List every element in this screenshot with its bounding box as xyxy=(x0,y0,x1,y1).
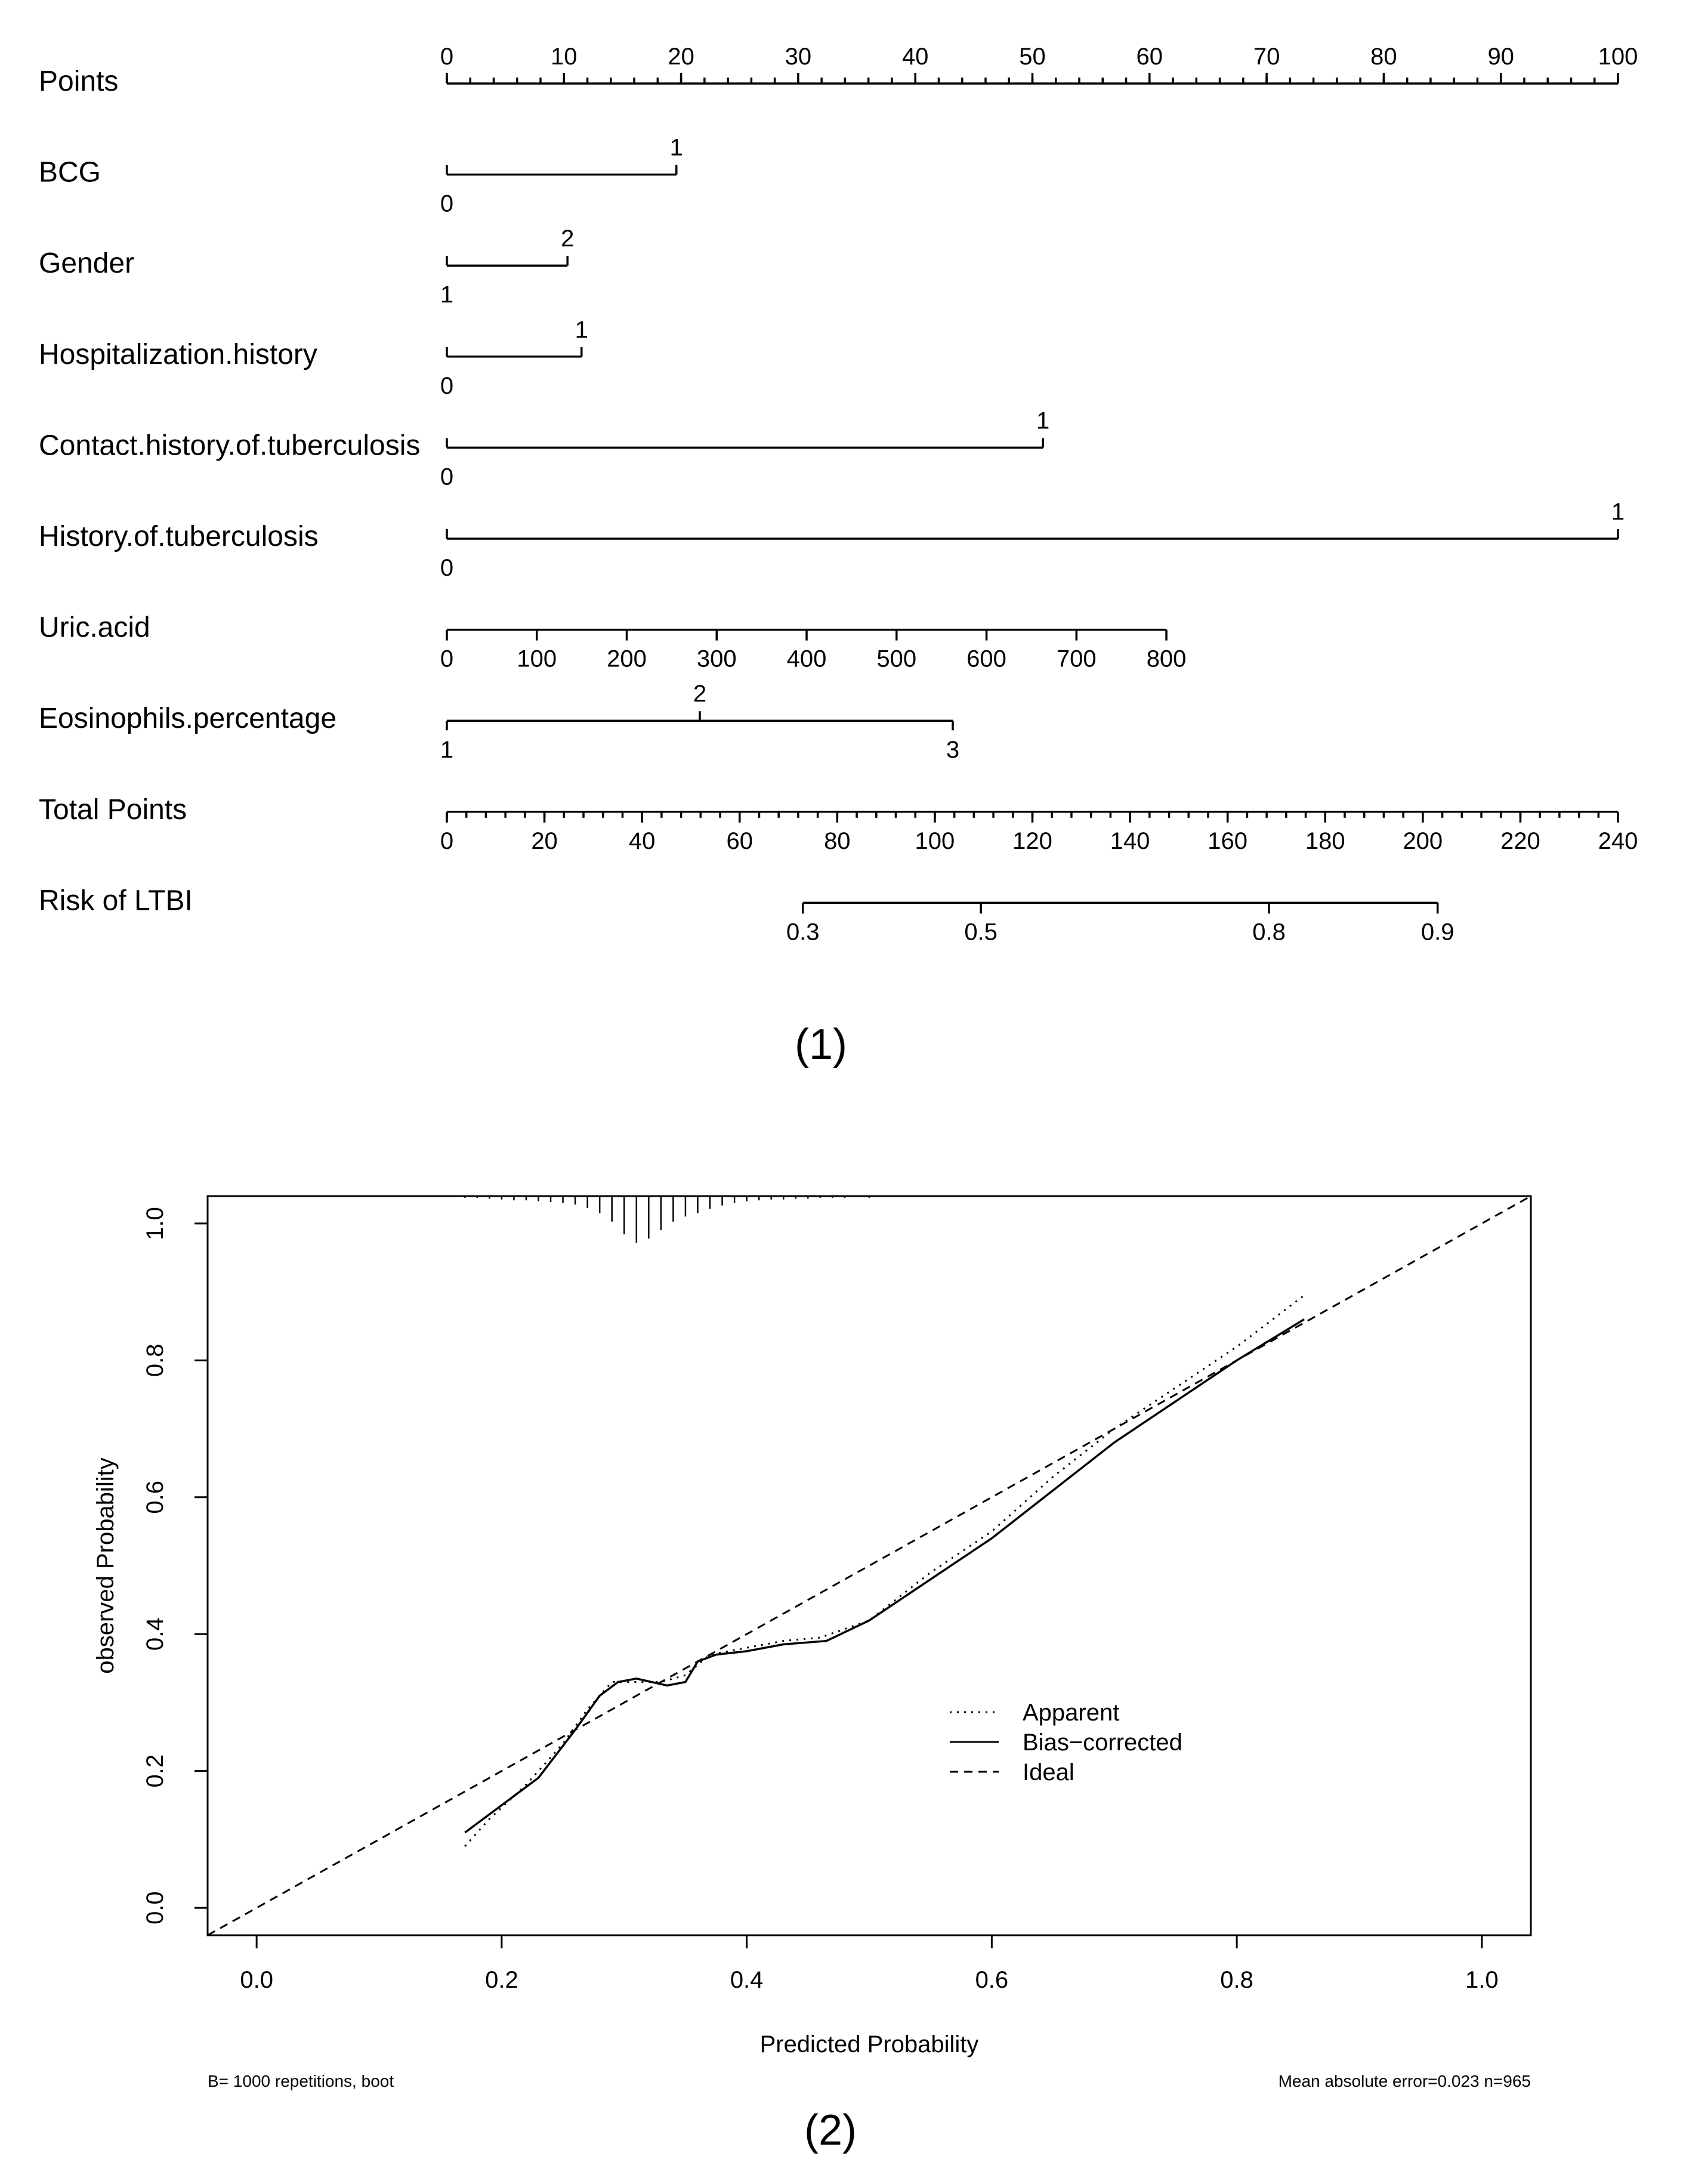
panel-label-2: (2) xyxy=(804,2106,857,2154)
uric-acid-tick-label: 300 xyxy=(696,645,737,672)
points-tick-label: 30 xyxy=(785,44,812,70)
points-tick-label: 80 xyxy=(1370,44,1397,70)
contact-history-of-tuberculosis-label: Contact.history.of.tuberculosis xyxy=(39,430,421,462)
series-apparent-line xyxy=(465,1295,1304,1846)
hospitalization-history-label: Hospitalization.history xyxy=(39,338,317,370)
points-tick-label: 70 xyxy=(1253,44,1280,70)
x-tick-label: 0.8 xyxy=(1220,1967,1253,1993)
uric-acid-tick-label: 700 xyxy=(1056,645,1097,672)
eosinophils-percentage-start-label: 1 xyxy=(440,737,454,764)
gender-start-label: 1 xyxy=(440,282,454,308)
history-of-tuberculosis-label: History.of.tuberculosis xyxy=(39,521,319,552)
x-axis-title: Predicted Probability xyxy=(759,2031,979,2058)
points-tick-label: 50 xyxy=(1019,44,1046,70)
total-points-tick-label: 40 xyxy=(628,827,656,854)
history-of-tuberculosis-start-label: 0 xyxy=(440,555,454,581)
uric-acid-tick-label: 100 xyxy=(517,645,557,672)
y-tick-label: 0.4 xyxy=(142,1617,168,1651)
y-tick-label: 0.6 xyxy=(142,1480,168,1514)
total-points-tick-label: 180 xyxy=(1305,827,1345,854)
y-tick-label: 0.2 xyxy=(142,1754,168,1788)
series-ideal-line xyxy=(208,1196,1531,1935)
footnote-left: B= 1000 repetitions, boot xyxy=(208,2072,394,2090)
risk-of-ltbi-label: Risk of LTBI xyxy=(39,885,193,917)
total-points-label: Total Points xyxy=(39,793,187,826)
uric-acid-tick-label: 500 xyxy=(876,645,917,672)
uric-acid-tick-label: 600 xyxy=(966,645,1006,672)
total-points-tick-label: 140 xyxy=(1110,827,1150,854)
total-points-tick-label: 100 xyxy=(915,827,955,854)
x-tick-label: 0.4 xyxy=(730,1967,764,1993)
bcg-end-label: 1 xyxy=(669,134,683,161)
hospitalization-history-end-label: 1 xyxy=(575,316,588,343)
total-points-tick-label: 20 xyxy=(531,827,558,854)
eosinophils-percentage-mid-label: 2 xyxy=(693,681,707,708)
eosinophils-percentage-label: Eosinophils.percentage xyxy=(39,703,337,735)
total-points-tick-label: 240 xyxy=(1598,827,1638,854)
points-tick-label: 0 xyxy=(440,44,454,70)
risk-of-ltbi-tick-label: 0.5 xyxy=(964,919,998,946)
y-tick-label: 0.8 xyxy=(142,1343,168,1377)
legend-entry-bias-corrected: Bias−corrected xyxy=(1023,1729,1182,1756)
total-points-tick-label: 220 xyxy=(1500,827,1540,854)
bcg-label: BCG xyxy=(39,156,101,189)
calibration-panel xyxy=(92,1196,1531,2090)
nomogram-panel xyxy=(39,44,1638,945)
contact-history-of-tuberculosis-end-label: 1 xyxy=(1036,407,1050,434)
hospitalization-history-start-label: 0 xyxy=(440,372,454,399)
gender-end-label: 2 xyxy=(561,225,575,252)
gender-label: Gender xyxy=(39,248,135,280)
eosinophils-percentage-end-label: 3 xyxy=(946,737,960,764)
y-axis-title: observed Probability xyxy=(92,1457,119,1674)
points-tick-label: 20 xyxy=(668,44,694,70)
points-tick-label: 90 xyxy=(1487,44,1514,70)
uric-acid-label: Uric.acid xyxy=(39,611,150,644)
risk-of-ltbi-tick-label: 0.3 xyxy=(786,919,820,946)
total-points-tick-label: 120 xyxy=(1012,827,1052,854)
legend-entry-ideal: Ideal xyxy=(1023,1759,1074,1785)
uric-acid-tick-label: 400 xyxy=(786,645,827,672)
points-tick-label: 60 xyxy=(1136,44,1163,70)
points-tick-label: 100 xyxy=(1598,44,1638,70)
legend-entry-apparent: Apparent xyxy=(1023,1700,1120,1726)
x-tick-label: 0.0 xyxy=(240,1967,273,1993)
y-tick-label: 1.0 xyxy=(142,1207,168,1240)
points-tick-label: 40 xyxy=(901,44,929,70)
rug-marks xyxy=(404,1196,1506,1243)
bcg-start-label: 0 xyxy=(440,190,454,217)
points-tick-label: 10 xyxy=(551,44,578,70)
total-points-tick-label: 160 xyxy=(1208,827,1248,854)
uric-acid-tick-label: 0 xyxy=(440,645,454,672)
x-tick-label: 0.2 xyxy=(485,1967,518,1993)
risk-of-ltbi-tick-label: 0.9 xyxy=(1420,919,1455,946)
y-tick-label: 0.0 xyxy=(142,1891,168,1924)
risk-of-ltbi-tick-label: 0.8 xyxy=(1252,919,1286,946)
panel-label-1: (1) xyxy=(795,1021,847,1068)
x-tick-label: 0.6 xyxy=(975,1967,1009,1993)
x-tick-label: 1.0 xyxy=(1465,1967,1499,1993)
uric-acid-tick-label: 800 xyxy=(1146,645,1187,672)
plot-frame xyxy=(208,1196,1531,1935)
total-points-tick-label: 0 xyxy=(440,827,454,854)
points-label: Points xyxy=(39,66,119,97)
total-points-tick-label: 200 xyxy=(1403,827,1443,854)
uric-acid-tick-label: 200 xyxy=(607,645,647,672)
footnote-right: Mean absolute error=0.023 n=965 xyxy=(1278,2072,1531,2090)
history-of-tuberculosis-end-label: 1 xyxy=(1611,499,1625,525)
contact-history-of-tuberculosis-start-label: 0 xyxy=(440,464,454,490)
total-points-tick-label: 60 xyxy=(726,827,753,854)
total-points-tick-label: 80 xyxy=(824,827,851,854)
